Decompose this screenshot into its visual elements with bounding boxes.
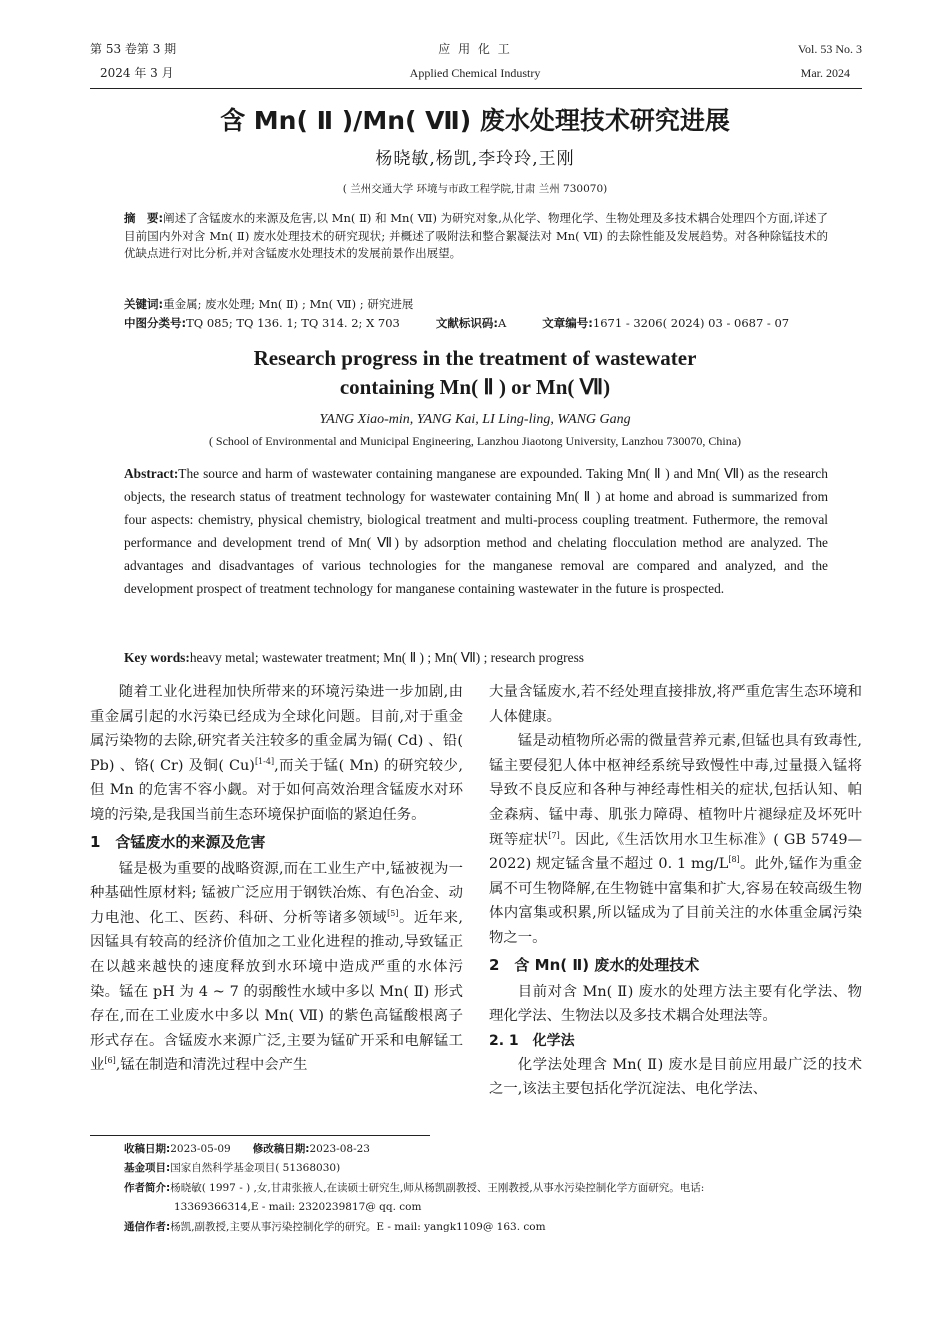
header-journal-cn: 应 用 化 工 (438, 42, 512, 56)
affiliation-en: ( School of Environmental and Municipal Engineering, Lanzhou Jiaotong University, Lanzhou 730070, China) (208, 434, 742, 448)
doc-code-label: 文献标识码: (435, 316, 498, 330)
article-no-label: 文章编号: (542, 316, 593, 330)
footnote-corresponding: 通信作者:杨凯,副教授,主要从事污染控制化学的研究。E - mail: yangk1109@ 163. com (124, 1220, 546, 1233)
header-date-en: Mar. 2024 (800, 66, 850, 80)
body-right-column (489, 680, 862, 1102)
section-2-1-paragraph: 化学法处理含 Mn( Ⅱ) 废水是目前应用最广泛的技术之一,该法主要包括化学沉淀法、电化学法、 (489, 1056, 862, 1098)
authors-en: YANG Xiao-min, YANG Kai, LI Ling-ling, WANG Gang (319, 412, 631, 427)
classification-line (124, 315, 828, 333)
abstract-en-text: The source and harm of wastewater containing manganese are expounded. Taking Mn( Ⅱ ) and Mn( Ⅶ) as the research objects, the research status of treatment technology for wastewater containing Mn( Ⅱ ) at home and abroad is summarized from four aspects: chemistry, physical chemistry, biological treatment and multi-process coupling treatment. Futhermore, the removal performance and development trend of Mn( Ⅶ) by adsorption method and chelating flocculation method are analyzed. The advantages and disadvantages of various technologies for the manganese removal are compared and analyzed, and the development prospect of treatment technology for manganese containing wastewater in the future is prospected. (124, 466, 828, 596)
section-2-1-heading: 2. 1 化学法 (489, 1032, 575, 1049)
abstract-en (124, 462, 828, 600)
citation-7: [7] (548, 830, 560, 840)
abstract-cn (124, 210, 828, 263)
header-date: 2024 年 3 月 (100, 66, 174, 80)
section-1-continued: 大量含锰废水,若不经处理直接排放,将严重危害生态环境和人体健康。 (489, 684, 862, 725)
doc-code-value: A (497, 316, 507, 330)
abstract-cn-text: 阐述了含锰废水的来源及危害,以 Mn( Ⅱ) 和 Mn( Ⅶ) 为研究对象,从化学、物理化学、生物处理及多技术耦合处理四个方面,详述了目前国内外对含 Mn( Ⅱ) 废水处理技术的研究现状; 并概述了吸附法和整合絮凝法对 Mn( Ⅶ) 的去除性能及发展趋势。对各种除锰技术的优缺点进行对比分析,并对含锰废水处理技术的发展前景作出展望。 (124, 211, 828, 260)
section-1-heading: 1 含锰废水的来源及危害 (90, 832, 266, 851)
header-volume: 第 53 卷第 3 期 (90, 42, 177, 56)
body-left-column (90, 680, 463, 1078)
header-journal-en: Applied Chemical Industry (409, 66, 541, 80)
clc-value: TQ 085; TQ 136. 1; TQ 314. 2; X 703 (186, 316, 400, 330)
abstract-en-label: Abstract: (124, 466, 179, 481)
citation-5: [5] (387, 908, 399, 918)
title-cn: 含 Mn( Ⅱ )/Mn( Ⅶ) 废水处理技术研究进展 (220, 106, 730, 135)
citation-1-4: [1-4] (254, 756, 275, 766)
footnote-dates: 收稿日期:2023-05-09 修改稿日期:2023-08-23 (124, 1143, 370, 1155)
footnotes (124, 1140, 862, 1237)
manganese-toxicity-paragraph: 锰是动植物所必需的微量营养元素,但锰也具有致毒性,锰主要侵犯人体中枢神经系统导致慢性中毒,过量摄入锰将导致不良反应和各种与神经毒性相关的症状,包括认知、帕金森病、锰中毒、肌张力障碍、植物叶片褪绿症及坏死叶斑等症状[7]。因此,《生活饮用水卫生标准》( GB 5749—2022) 规定锰含量不超过 0. 1 mg/L[8]。此外,锰作为重金属不可生物降解,在生物链中富集和扩大,容易在较高级生物体内富集或积累,所以锰成为了目前关注的水体重金属污染物之一。 (489, 733, 863, 946)
header-rule (90, 88, 862, 89)
citation-8: [8] (728, 855, 740, 865)
keywords-en (124, 646, 828, 669)
section-1-paragraph: 锰是极为重要的战略资源,而在工业生产中,锰被视为一种基础性原材料; 锰被广泛应用于钢铁冶炼、有色冶金、动力电池、化工、医药、科研、分析等诸多领域[5]。近年来,因锰具有较高的经济价值加之工业化进程的推动,导致锰正在以越来越快的速度释放到水环境中造成严重的水体污染。锰在 pH 为 4 ~ 7 的弱酸性水域中多以 Mn( Ⅱ) 形式存在,而在工业废水中多以 Mn( Ⅶ) 的紫色高锰酸根离子形式存在。含锰废水来源广泛,主要为锰矿开采和电解锰工业[6],锰在制造和清洗过程中会产生 (90, 860, 463, 1074)
citation-6: [6] (104, 1056, 116, 1066)
affiliation-cn: ( 兰州交通大学 环境与市政工程学院,甘肃 兰州 730070) (342, 183, 608, 195)
section-2-heading: 2 含 Mn( Ⅱ) 废水的处理技术 (489, 955, 700, 974)
header-vol-en: Vol. 53 No. 3 (797, 42, 862, 56)
footnote-author: 作者简介:杨晓敏( 1997 - ) ,女,甘肃张掖人,在读硕士研究生,师从杨凯副教授、王刚教授,从事水污染控制化学方面研究。电话: (124, 1181, 705, 1194)
title-en (0, 344, 950, 402)
title-en-line1: Research progress in the treatment of wastewater (253, 346, 697, 370)
keywords-cn-label: 关键词: (124, 297, 164, 311)
clc-label: 中图分类号: (124, 316, 187, 330)
section-2-paragraph: 目前对含 Mn( Ⅱ) 废水的处理方法主要有化学法、物理化学法、生物法以及多技术耦合处理法等。 (489, 983, 862, 1025)
keywords-cn (124, 296, 828, 314)
footnote-fund: 基金项目:国家自然科学基金项目( 51368030) (124, 1162, 341, 1175)
footnote-rule (90, 1135, 430, 1136)
keywords-en-label: Key words: (124, 650, 190, 665)
intro-paragraph: 随着工业化进程加快所带来的环境污染进一步加剧,由重金属引起的水污染已经成为全球化问题。目前,对于重金属污染物的去除,研究者关注较多的重金属为镉( Cd) 、铅( Pb) 、铬( Cr) 及铜( Cu)[1-4],而关于锰( Mn) 的研究较少,但 Mn 的危害不容小觑。对于如何高效治理含锰废水对环境的污染,是我国当前生态环境保护面临的紧迫任务。 (90, 684, 464, 823)
footnote-author-contact: 13369366314,E - mail: 2320239817@ qq. com (174, 1201, 422, 1214)
authors-cn: 杨晓敏,杨凯,李玲玲,王刚 (375, 149, 575, 169)
article-no-value: 1671 - 3206( 2024) 03 - 0687 - 07 (592, 316, 790, 330)
title-en-line2: containing Mn( Ⅱ ) or Mn( Ⅶ) (339, 375, 611, 399)
keywords-cn-text: 重金属; 废水处理; Mn( Ⅱ) ; Mn( Ⅶ) ; 研究进展 (163, 297, 414, 311)
abstract-cn-label: 摘 要: (124, 211, 164, 225)
keywords-en-text: heavy metal; wastewater treatment; Mn( Ⅱ ) ; Mn( Ⅶ) ; research progress (189, 650, 584, 665)
